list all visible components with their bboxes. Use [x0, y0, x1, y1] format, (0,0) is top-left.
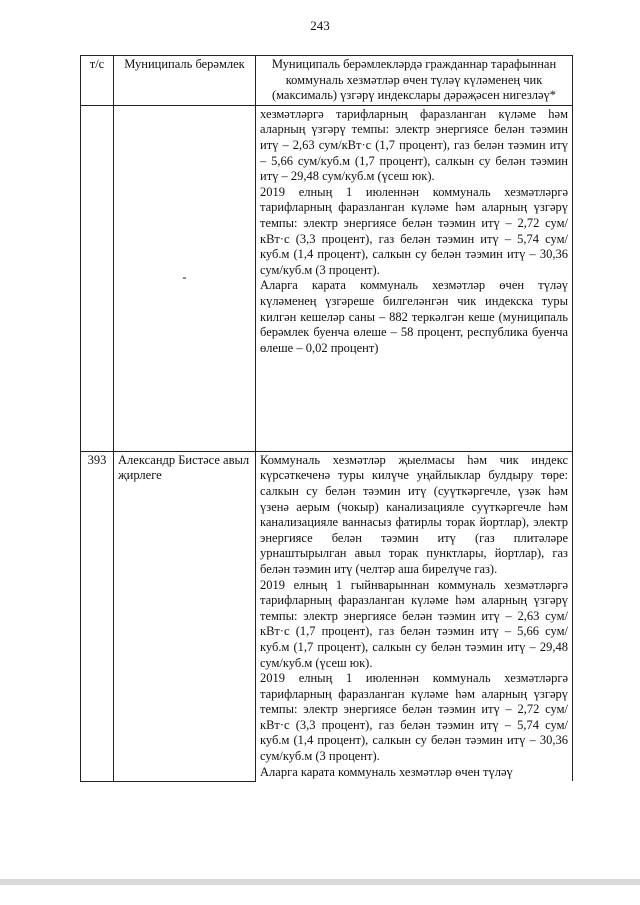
- row-municipality: Александр Бистәсе авыл җирлеге: [114, 451, 256, 781]
- table-row: [81, 451, 573, 781]
- header-number: т/с: [81, 56, 114, 106]
- paragraph: 2019 елның 1 июленнән коммуналь хезмәтләргә тарифларның фаразланган күләме һәм аларның үзгәрү темпы: электр энергиясе белән тәэмин итү – 2,72 сум/кВт·с (3,3 процент), газ белән тәэмин итү – 5,74 сум/куб.м (1,4 процент), салкын су белән тәэмин итү – 30,36 сум/куб.м (3 процент).: [260, 671, 568, 764]
- table-row: [81, 105, 573, 451]
- header-municipality: Муниципаль берәмлек: [114, 56, 256, 106]
- row-number: 393: [81, 451, 114, 781]
- paragraph: Коммуналь хезмәтләр җыелмасы һәм чик индекс күрсәткеченә туры килүче уңайлыклар булдыру төре: салкын су белән тәэмин итү (суүткәргечле, үзәк һәм үзенә аерым (чокыр) канализацияле суүткәргечле һәм канализацияле ваннасыз фатирлы торак йортлар), электр энергиясе белән тәэмин итү (газ плитәләре урнаштырылган авыл торак пунктлары, йортлар), газ белән тәэмин итү (челтәр аша бирелүче газ).: [260, 452, 568, 576]
- paragraph: Аларга карата коммуналь хезмәтләр өчен түләү: [260, 764, 513, 779]
- page-number: 243: [310, 18, 330, 33]
- row-municipality: [114, 105, 256, 451]
- header-text: Муниципаль берәмлекләрдә гражданнар тарафыннан коммуналь хезмәтләр өчен түләү күләменең чик (максималь) үзгәрү индекслары дәрәҗәсен нигезләү*: [256, 56, 573, 106]
- scan-edge: [0, 879, 640, 885]
- municipal-table: [80, 55, 573, 782]
- paragraph: 2019 елның 1 гыйнварыннан коммуналь хезмәтләргә тарифларның фаразланган күләме һәм аларның үзгәрү темпы: электр энергиясе белән тәэмин итү – 2,63 сум/кВт·с (1,7 процент), газ белән тәэмин итү – 5,66 сум/куб.м (1,7 процент), салкын су белән тәэмин итү – 29,48 сум/куб.м (үсеш юк).: [260, 577, 568, 670]
- row-text: [256, 451, 573, 781]
- paragraph: 2019 елның 1 июленнән коммуналь хезмәтләргә тарифларның фаразланган күләме һәм аларның үзгәрү темпы: электр энергиясе белән тәэмин итү – 2,72 сум/кВт·с (3,3 процент), газ белән тәэмин итү – 5,74 сум/куб.м (1,4 процент), салкын су белән тәэмин итү – 30,36 сум/куб.м (3 процент).: [260, 184, 568, 277]
- paragraph: Аларга карата коммуналь хезмәтләр өчен түләү күләменең үзгәреше билгеләнгән чик индекска туры килгән кешеләр саны – 882 теркәлгән кеше (муниципаль берәмлек буенча өлеше – 58 процент, республика буенча өлеше – 0,02 процент): [260, 278, 568, 355]
- table-header-row: [81, 56, 573, 106]
- row-text: [256, 105, 573, 451]
- row-number: [81, 105, 114, 451]
- paragraph: хезмәтләргә тарифларның фаразланган күләме һәм аларның үзгәрү темпы: электр энергиясе белән тәэмин итү – 2,63 сум/кВт·с (1,7 процент), газ белән тәэмин итү – 5,66 сум/куб.м (1,7 процент), салкын су белән тәэмин итү – 29,48 сум/куб.м (үсеш юк).: [260, 106, 568, 184]
- empty-mark: -: [182, 270, 187, 285]
